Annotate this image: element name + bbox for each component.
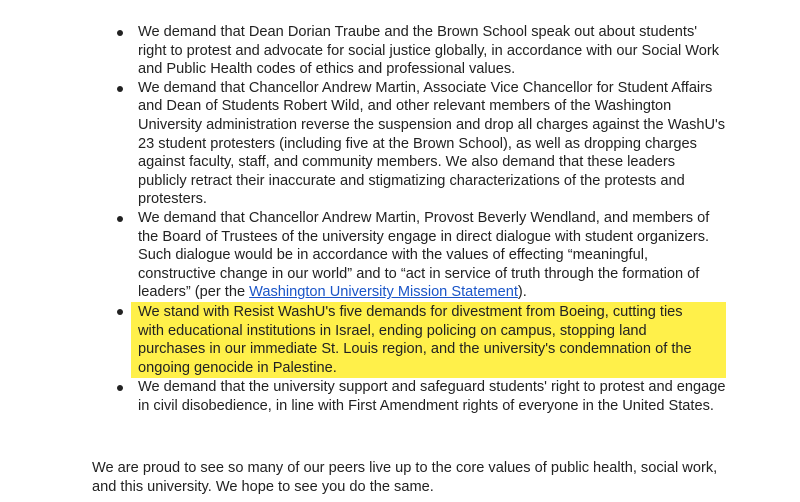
bullet-icon — [117, 385, 123, 391]
demand-text: We demand that Chancellor Andrew Martin, Associate Vice Chancellor for Student Affairs and Dean of Students Robert Wild, and other relevant members of the Washington University administration reverse the suspension and drop all charges against the WashU's 23 student protesters (including five at the Brown School), as well as dropping charges against faculty, staff, and community members. We also demand that these leaders publicly retract their inaccurate and stigmatizing characterizations of the protests and protesters. — [138, 79, 726, 208]
mission-statement-link[interactable]: Washington University Mission Statement — [249, 284, 518, 301]
demand-text: We demand that the university support and safeguard students' right to protest and engage in civil disobedience, in line with First Amendment rights of everyone in the United States. — [138, 379, 726, 414]
bullet-icon — [117, 309, 123, 315]
bullet-icon — [117, 86, 123, 92]
demands-list — [116, 23, 726, 415]
demand-item — [116, 209, 726, 302]
demand-item — [116, 23, 726, 79]
demand-text: We demand that Dean Dorian Traube and the Brown School speak out about students' right to protest and advocate for social justice globally, in accordance with our Social Work and Public Health codes of ethics and professional values. — [138, 24, 720, 78]
demand-item — [116, 378, 726, 415]
bullet-icon — [117, 30, 123, 36]
bullet-icon — [117, 216, 123, 222]
highlighted-demand-text: We stand with Resist WashU's five demands for divestment from Boeing, cutting ties with educational institutions in Israel, ending policing on campus, stopping land purchases in our immediate St. Louis region, and the university's condemnation of the ongoing genocide in Palestine. — [131, 302, 726, 378]
demand-text-before-link: We demand that Chancellor Andrew Martin, Provost Beverly Wendland, and members of the Board of Trustees of the university engage in direct dialogue with student organizers. Such dialogue would be in accordance with the values of effecting “meaningful, constructive change in our world” and to “act in service of truth through the formation of leaders” (per the — [138, 209, 710, 301]
closing-paragraph: We are proud to see so many of our peers live up to the core values of public health, social work, and this university. We hope to see you do the same. — [92, 460, 718, 495]
demand-item — [116, 79, 726, 209]
demand-item-highlighted — [116, 302, 726, 378]
demand-text-after-link: ). — [517, 284, 527, 301]
